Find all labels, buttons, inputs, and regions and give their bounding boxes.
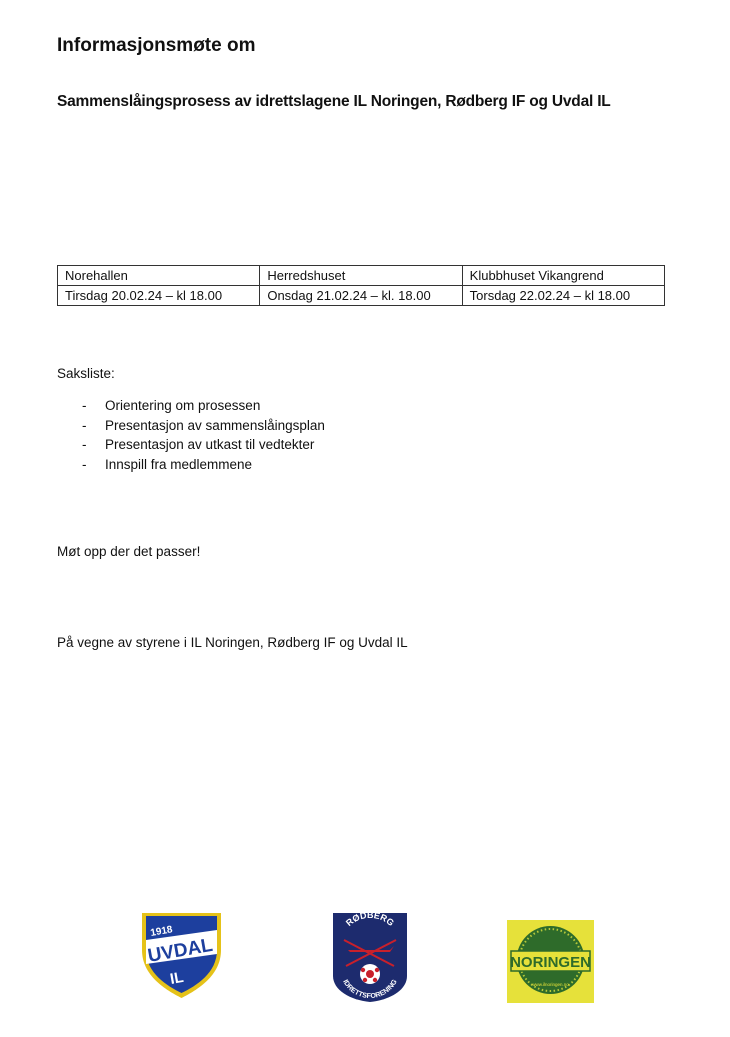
agenda-item xyxy=(57,416,325,436)
svg-text:1918: 1918 xyxy=(149,924,174,939)
agenda-item xyxy=(57,396,325,416)
agenda-item-text: Presentasjon av utkast til vedtekter xyxy=(105,437,315,452)
rodberg-if-logo xyxy=(330,910,410,1004)
uvdal-il-logo xyxy=(139,910,224,1000)
agenda-item xyxy=(57,455,325,475)
agenda-item-text: Presentasjon av sammenslåingsplan xyxy=(105,417,325,433)
svg-text:NORINGEN: NORINGEN xyxy=(510,954,591,971)
agenda-item-text: Orientering om prosessen xyxy=(105,398,261,413)
svg-text:www.ilnoringen.no: www.ilnoringen.no xyxy=(532,982,569,987)
venue-row xyxy=(58,266,665,286)
svg-text:IL: IL xyxy=(168,968,185,988)
time-cell: Tirsdag 20.02.24 – kl 18.00 xyxy=(58,286,260,306)
bullet-dash: - xyxy=(82,417,87,433)
agenda-item-text: Innspill fra medlemmene xyxy=(105,456,253,472)
document-title: Informasjonsmøte om xyxy=(57,35,256,56)
venue-cell: Norehallen xyxy=(58,266,260,286)
time-cell: Onsdag 21.02.24 – kl. 18.00 xyxy=(260,286,462,306)
svg-text:UVDAL: UVDAL xyxy=(146,934,215,967)
venue-cell: Klubbhuset Vikangrend xyxy=(462,266,664,286)
signature-line: På vegne av styrene i IL Noringen, Rødberg IF og Uvdal IL xyxy=(57,635,408,650)
bullet-dash: - xyxy=(82,456,87,472)
svg-text:RØDBERG: RØDBERG xyxy=(343,910,396,929)
svg-text:IDRETTSFORENING: IDRETTSFORENING xyxy=(341,978,399,1001)
agenda-list xyxy=(57,396,325,474)
call-to-action: Møt opp der det passer! xyxy=(57,544,201,559)
agenda-label: Saksliste: xyxy=(57,366,115,381)
time-cell: Torsdag 22.02.24 – kl 18.00 xyxy=(462,286,664,306)
agenda-item xyxy=(57,435,325,455)
meeting-schedule-table xyxy=(57,265,665,306)
il-noringen-logo xyxy=(507,920,594,1003)
document-subtitle: Sammenslåingsprosess av idrettslagene IL Noringen, Rødberg IF og Uvdal IL xyxy=(57,93,611,110)
time-row xyxy=(58,286,665,306)
bullet-dash: - xyxy=(82,437,87,452)
bullet-dash: - xyxy=(82,398,87,413)
venue-cell: Herredshuset xyxy=(260,266,462,286)
